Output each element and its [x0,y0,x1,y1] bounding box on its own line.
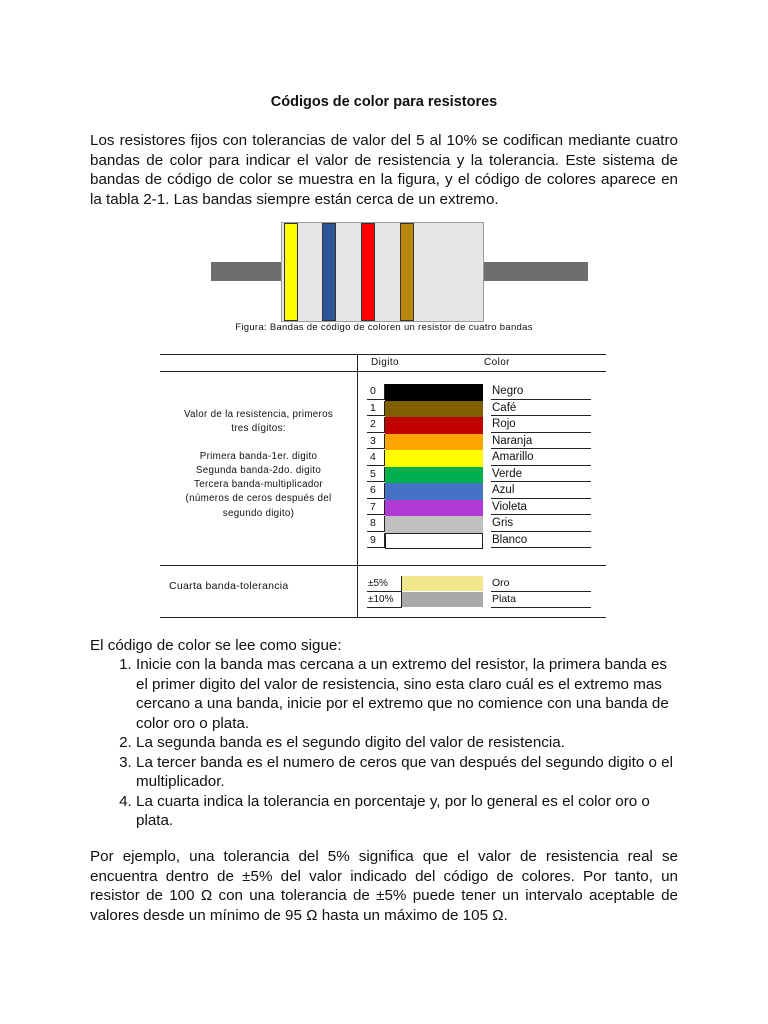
row-color-name: Blanco [491,533,591,549]
color-row-negro [367,384,587,401]
step-item: 1. Inicie con la banda mas cercana a un extremo del resistor, la primera banda es el primer digito del valor de resistencia, sino esta claro cuál es el extremo mas cercano a una banda, inicie por el extremo que no comience con una banda de color oro o plata. [136,655,678,733]
color-swatch [385,450,483,467]
tolerance-swatch [402,576,483,591]
row-digit: 9 [367,533,385,549]
digits-desc-line: Valor de la resistencia, primeros [183,409,334,420]
digits-desc-line: Tercera banda-multiplicador [194,479,323,491]
color-swatch [385,500,483,517]
table-bottom-rule [160,617,606,618]
digits-desc-line: Segunda banda-2do. digito [195,464,322,476]
color-row-azul [367,483,587,500]
resistor-band-1 [284,223,298,321]
color-row-blanco [367,533,587,550]
tolerance-value: ±5% [367,576,402,592]
row-digit: 8 [367,516,385,532]
color-row-rojo [367,417,587,434]
step-item: 2. La segunda banda es el segundo digito del valor de resistencia. [136,733,678,753]
row-digit: 5 [367,467,385,483]
row-digit: 0 [367,384,385,400]
color-swatch [385,384,483,401]
resistor-body [281,222,484,322]
resistor-band-3 [361,223,375,321]
color-row-naranja [367,434,587,451]
tolerance-label: Cuarta banda-tolerancia [169,580,289,592]
color-row-caf [367,401,587,418]
digits-description [160,408,357,521]
tolerance-swatch [402,592,483,607]
header-digit: Digito [371,357,399,368]
document-title: Códigos de color para resistores [270,94,498,110]
resistor-figure [211,222,588,322]
row-digit: 6 [367,483,385,499]
header-color: Color [484,357,510,368]
resistor-lead-right [484,262,588,281]
row-digit: 4 [367,450,385,466]
tolerance-value: ±10% [367,592,402,608]
row-digit: 3 [367,434,385,450]
steps-list [90,655,678,831]
table-mid-rule [160,565,606,566]
example-paragraph: Por ejemplo, una tolerancia del 5% significa que el valor de resistencia real se encuentra dentro de ±5% del valor indicado del código de colores. Por tanto, un resistor de 100 Ω con una tolerancia de ±5% puede tener un intervalo aceptable de valores desde un mínimo de 95 Ω hasta un máximo de 105 Ω. [90,848,678,924]
resistor-band-4 [400,223,414,321]
row-color-name: Rojo [491,417,591,433]
digits-desc-line: Primera banda-1er. digito [199,450,318,462]
tolerance-color-name: Oro [491,576,591,592]
read-intro: El código de color se lee como sigue: [90,637,342,654]
color-row-verde [367,467,587,484]
row-digit: 7 [367,500,385,516]
digits-desc-line: (números de ceros después del [185,493,332,505]
row-color-name: Amarillo [491,450,591,466]
row-color-name: Gris [491,516,591,532]
row-color-name: Violeta [491,500,591,516]
step-item: 3. La tercer banda es el numero de ceros que van después del segundo digito o el multiplicador. [136,753,678,792]
tolerance-color-name: Plata [491,592,591,608]
color-swatch [385,417,483,434]
figure-caption: Figura: Bandas de código de coloren un resistor de cuatro bandas [235,322,533,333]
color-swatch [385,467,483,484]
row-digit: 2 [367,417,385,433]
resistor-band-2 [322,223,336,321]
row-color-name: Negro [491,384,591,400]
tolerance-row-oro [367,576,587,593]
color-swatch [385,533,483,550]
color-code-table [160,354,606,618]
digits-desc-line: segundo digito) [222,507,295,519]
color-row-violeta [367,500,587,517]
color-row-amarillo [367,450,587,467]
table-header-rule [160,371,606,372]
row-color-name: Verde [491,467,591,483]
color-row-gris [367,516,587,533]
row-digit: 1 [367,401,385,417]
tolerance-row-plata [367,592,587,609]
row-color-name: Naranja [491,434,591,450]
color-swatch [385,434,483,451]
row-color-name: Café [491,401,591,417]
color-swatch [385,401,483,418]
row-color-name: Azul [491,483,591,499]
color-swatch [385,483,483,500]
intro-paragraph: Los resistores fijos con tolerancias de valor del 5 al 10% se codifican mediante cuatro bandas de color para indicar el valor de resistencia y la tolerancia. Este sistema de bandas de código de color se muestra en la figura, y el código de colores aparece en la tabla 2-1. Las bandas siempre están cerca de un extremo. [90,132,678,208]
resistor-lead-left [211,262,282,281]
step-item: 4. La cuarta indica la tolerancia en porcentaje y, por lo general es el color oro o plata. [136,792,678,831]
digits-desc-line: tres dígitos: [231,423,286,435]
table-top-rule [160,354,606,355]
color-swatch [385,516,483,533]
